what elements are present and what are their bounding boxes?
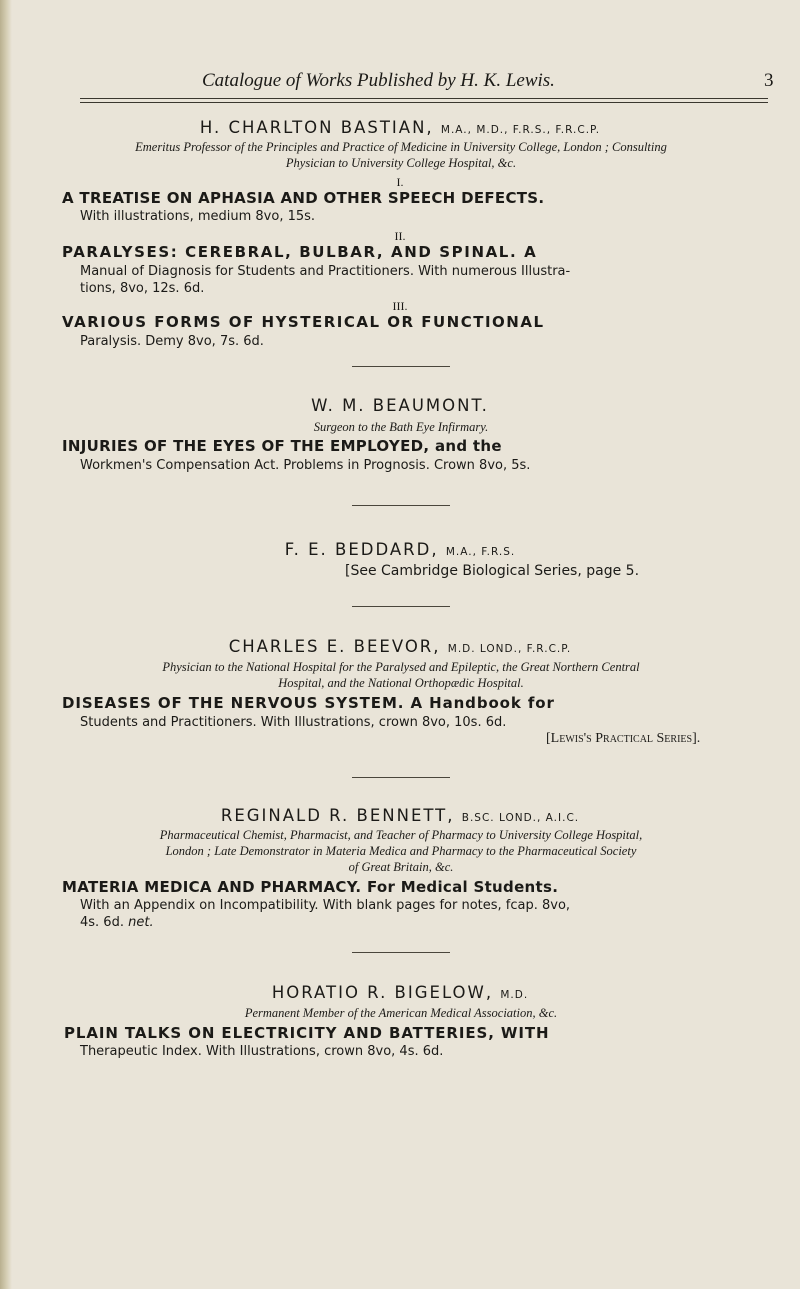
work-title-tail: A Handbook for bbox=[410, 694, 555, 712]
work-title-text: MATERIA MEDICA AND PHARMACY. bbox=[62, 878, 362, 896]
section-divider bbox=[352, 366, 450, 367]
work-number: II. bbox=[394, 229, 406, 243]
work-title bbox=[62, 878, 740, 896]
author-name-text: REGINALD R. BENNETT, bbox=[220, 806, 455, 825]
author-degrees: M.A., F.R.S. bbox=[445, 546, 516, 558]
page-number: 3 bbox=[764, 70, 774, 91]
work-details bbox=[80, 914, 742, 931]
author-name bbox=[0, 983, 800, 1002]
author-description: Hospital, and the National Orthopædic Hospital. bbox=[278, 676, 524, 690]
work-title bbox=[62, 437, 740, 455]
work-title: PARALYSES: CEREBRAL, BULBAR, AND SPINAL. A bbox=[62, 243, 538, 261]
author-description: Physician to the National Hospital for the Paralysed and Epileptic, the Great Northern Central bbox=[162, 660, 640, 674]
section-divider bbox=[352, 952, 450, 953]
author-description: London ; Late Demonstrator in Materia Medica and Pharmacy to the Pharmaceutical Society bbox=[165, 844, 637, 858]
author-degrees: M.D. LOND., F.R.C.P. bbox=[447, 643, 572, 655]
work-title: PLAIN TALKS ON ELECTRICITY AND BATTERIES, WITH bbox=[64, 1024, 550, 1042]
author-description: Surgeon to the Bath Eye Infirmary. bbox=[313, 420, 489, 434]
author-description: of Great Britain, &c. bbox=[348, 860, 454, 874]
running-header: Catalogue of Works Published by H. K. Lewis. bbox=[202, 70, 555, 91]
header-rule bbox=[80, 98, 768, 103]
author-description: Permanent Member of the American Medical Association, &c. bbox=[244, 1006, 558, 1020]
work-title-tail: and the bbox=[434, 437, 502, 455]
work-details: Paralysis. Demy 8vo, 7s. 6d. bbox=[80, 334, 264, 349]
price-net-label: net. bbox=[128, 915, 154, 930]
author-name-text: CHARLES E. BEEVOR, bbox=[228, 637, 441, 656]
price-text: 4s. 6d. bbox=[80, 915, 124, 930]
author-description: Emeritus Professor of the Principles and Practice of Medicine in University College, London ; Consulting bbox=[135, 140, 667, 154]
work-title bbox=[62, 694, 740, 712]
author-name bbox=[0, 806, 800, 825]
work-details: With an Appendix on Incompatibility. With blank pages for notes, fcap. 8vo, bbox=[80, 898, 571, 913]
author-name bbox=[0, 118, 800, 137]
work-title-text: DISEASES OF THE NERVOUS SYSTEM. bbox=[62, 694, 405, 712]
author-name-text: F. E. BEDDARD, bbox=[284, 540, 439, 559]
work-details: Therapeutic Index. With Illustrations, crown 8vo, 4s. 6d. bbox=[80, 1044, 444, 1059]
work-title-tail: For Medical Students. bbox=[366, 878, 559, 896]
author-description: Physician to University College Hospital, &c. bbox=[285, 156, 517, 170]
work-details: With illustrations, medium 8vo, 15s. bbox=[80, 209, 316, 224]
author-degrees: M.A., M.D., F.R.S., F.R.C.P. bbox=[440, 124, 601, 136]
section-divider bbox=[352, 777, 450, 778]
author-name: W. M. BEAUMONT. bbox=[311, 396, 489, 415]
work-details: Students and Practitioners. With Illustrations, crown 8vo, 10s. 6d. bbox=[80, 715, 507, 730]
work-details: Workmen's Compensation Act. Problems in Prognosis. Crown 8vo, 5s. bbox=[80, 458, 531, 473]
author-name-text: HORATIO R. BIGELOW, bbox=[271, 983, 494, 1002]
work-title: A TREATISE ON APHASIA AND OTHER SPEECH DEFECTS. bbox=[62, 189, 545, 207]
work-details: Manual of Diagnosis for Students and Practitioners. With numerous Illustra- bbox=[80, 264, 571, 279]
author-name bbox=[0, 540, 800, 559]
work-title: VARIOUS FORMS OF HYSTERICAL OR FUNCTIONAL bbox=[62, 313, 545, 331]
work-number: I. bbox=[396, 175, 404, 189]
cross-reference-note: [See Cambridge Biological Series, page 5. bbox=[345, 563, 640, 579]
work-number: III. bbox=[392, 299, 408, 313]
section-divider bbox=[352, 606, 450, 607]
author-description: Pharmaceutical Chemist, Pharmacist, and Teacher of Pharmacy to University College Hospital, bbox=[159, 828, 643, 842]
series-reference: [Lewis's Practical Series]. bbox=[546, 731, 701, 746]
work-title-text: INJURIES OF THE EYES OF THE EMPLOYED, bbox=[62, 437, 430, 455]
author-degrees: B.SC. LOND., A.I.C. bbox=[461, 812, 580, 824]
author-name-text: H. CHARLTON BASTIAN, bbox=[199, 118, 434, 137]
work-details: tions, 8vo, 12s. 6d. bbox=[80, 281, 205, 296]
section-divider bbox=[352, 505, 450, 506]
author-name bbox=[0, 637, 800, 656]
author-degrees: M.D. bbox=[500, 989, 529, 1001]
